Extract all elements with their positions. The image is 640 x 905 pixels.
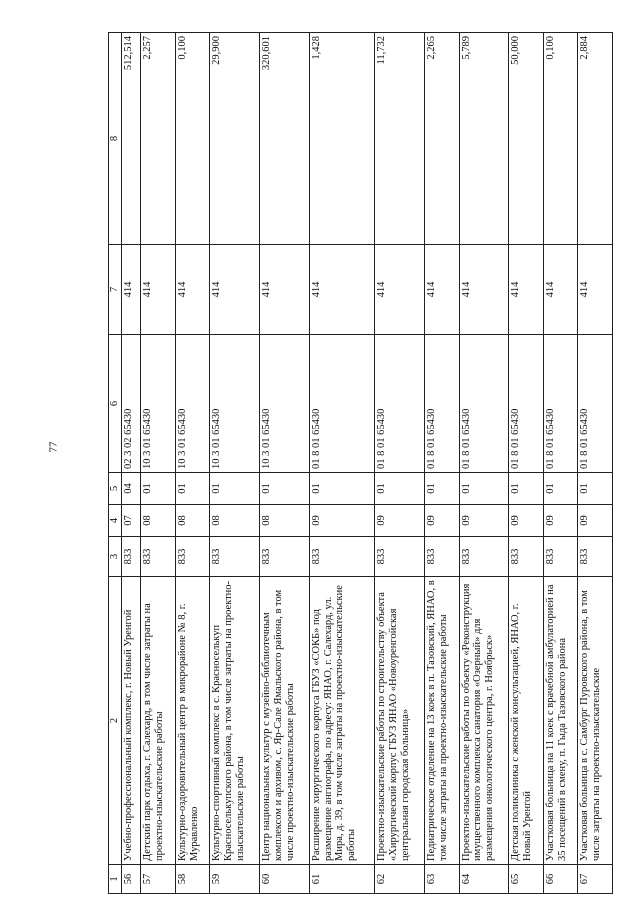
ministry-code-cell: 833 [578,537,613,577]
column-number-header: 2 [109,577,122,865]
row-number-cell: 57 [141,865,176,894]
subsection-cell: 01 [309,473,374,505]
ministry-code-cell: 833 [141,537,176,577]
expense-type-cell: 414 [210,245,260,335]
object-name-cell: Культурно-спортивный комплекс в с. Красноселькуп Красноселькупского района, в том числе затраты на проектно-изыскательские работы [210,577,260,865]
column-number-header: 8 [109,33,122,245]
expense-type-cell: 414 [141,245,176,335]
ministry-code-cell: 833 [210,537,260,577]
object-name-cell: Центр национальных культур с музейно-библиотечным комплексом и архивом, с. Яр-Сале Ямальского района, в том числе проектно-изыскательские работы [260,577,310,865]
subsection-cell: 01 [175,473,210,505]
ministry-code-cell: 833 [309,537,374,577]
expense-type-cell: 414 [459,245,509,335]
subsection-cell: 01 [543,473,578,505]
column-number-header: 6 [109,335,122,473]
row-number-cell: 62 [375,865,425,894]
section-cell: 09 [543,505,578,537]
target-article-cell: 10 3 01 65430 [210,335,260,473]
table-row [210,33,260,894]
object-name-cell: Расширение хирургического корпуса ГБУЗ «СОКБ» под размещение ангиографа, по адресу: ЯНАО, г. Салехард, ул. Мира, д. 39, в том числе затраты на проектно-изыскательские работы [309,577,374,865]
target-article-cell: 02 3 02 65430 [122,335,141,473]
ministry-code-cell: 833 [122,537,141,577]
target-article-cell: 01 8 01 65430 [459,335,509,473]
amount-cell: 0,100 [543,33,578,245]
column-number-header: 4 [109,505,122,537]
amount-cell: 0,100 [175,33,210,245]
subsection-cell: 04 [122,473,141,505]
ministry-code-cell: 833 [459,537,509,577]
column-number-header: 7 [109,245,122,335]
ministry-code-cell: 833 [424,537,459,577]
expense-type-cell: 414 [543,245,578,335]
table-row [424,33,459,894]
expense-type-cell: 414 [578,245,613,335]
section-cell: 08 [260,505,310,537]
table-row [375,33,425,894]
object-name-cell: Детская поликлиника с женской консультацией, ЯНАО, г. Новый Уренгой [509,577,544,865]
ministry-code-cell: 833 [260,537,310,577]
expense-type-cell: 414 [509,245,544,335]
row-number-cell: 59 [210,865,260,894]
table-row [122,33,141,894]
column-number-header: 5 [109,473,122,505]
table-row [509,33,544,894]
expense-type-cell: 414 [260,245,310,335]
object-name-cell: Учебно-профессиональный комплекс, г. Новый Уренгой [122,577,141,865]
amount-cell: 50,000 [509,33,544,245]
amount-cell: 512,514 [122,33,141,245]
subsection-cell: 01 [260,473,310,505]
subsection-cell: 01 [141,473,176,505]
row-number-cell: 63 [424,865,459,894]
target-article-cell: 01 8 01 65430 [309,335,374,473]
amount-cell: 1,428 [309,33,374,245]
amount-cell: 2,257 [141,33,176,245]
table-header-row [109,33,122,894]
object-name-cell: Участковая больница на 11 коек с врачебной амбулаторией на 35 посещений в смену, п. Гыда Тазовского района [543,577,578,865]
column-number-header: 1 [109,865,122,894]
target-article-cell: 10 3 01 65430 [175,335,210,473]
section-cell: 09 [509,505,544,537]
row-number-cell: 61 [309,865,374,894]
table-row [175,33,210,894]
target-article-cell: 01 8 01 65430 [509,335,544,473]
page-number: 77 [47,441,60,453]
expense-type-cell: 414 [375,245,425,335]
section-cell: 08 [141,505,176,537]
section-cell: 09 [309,505,374,537]
ministry-code-cell: 833 [175,537,210,577]
amount-cell: 5,789 [459,33,509,245]
table-row [578,33,613,894]
table-wrapper [108,33,613,894]
expense-type-cell: 414 [424,245,459,335]
row-number-cell: 64 [459,865,509,894]
object-name-cell: Проектно-изыскательские работы по строительству объекта «Хирургический корпус ГБУЗ ЯНАО «Новоуренгойская центральная городская больница» [375,577,425,865]
target-article-cell: 01 8 01 65430 [578,335,613,473]
amount-cell: 320,601 [260,33,310,245]
section-cell: 08 [210,505,260,537]
section-cell: 09 [424,505,459,537]
row-number-cell: 67 [578,865,613,894]
table-rotated-frame [108,33,613,894]
target-article-cell: 01 8 01 65430 [375,335,425,473]
ministry-code-cell: 833 [375,537,425,577]
amount-cell: 11,732 [375,33,425,245]
subsection-cell: 01 [424,473,459,505]
section-cell: 07 [122,505,141,537]
row-number-cell: 60 [260,865,310,894]
table-row [260,33,310,894]
amount-cell: 29,900 [210,33,260,245]
subsection-cell: 01 [578,473,613,505]
column-number-header: 3 [109,537,122,577]
amount-cell: 2,884 [578,33,613,245]
expense-type-cell: 414 [122,245,141,335]
object-name-cell: Педиатрическое отделение на 13 коек в п. Тазовский, ЯНАО, в том числе затраты на проектно-изыскательские работы [424,577,459,865]
table-row [141,33,176,894]
budget-table [108,32,613,894]
object-name-cell: Участковая больница в с. Самбург Пуровского района, в том числе затраты на проектно-изыскательские [578,577,613,865]
row-number-cell: 58 [175,865,210,894]
table-row [543,33,578,894]
ministry-code-cell: 833 [509,537,544,577]
subsection-cell: 01 [459,473,509,505]
expense-type-cell: 414 [175,245,210,335]
table-row [459,33,509,894]
section-cell: 09 [578,505,613,537]
object-name-cell: Проектно-изыскательские работы по объекту «Реконструкция имущественного комплекса санатория «Озерный» для размещения онкологического центра, г. Ноябрьск» [459,577,509,865]
subsection-cell: 01 [509,473,544,505]
amount-cell: 2,265 [424,33,459,245]
row-number-cell: 65 [509,865,544,894]
object-name-cell: Культурно-оздоровительный центр в микрорайоне № 8, г. Муравленко [175,577,210,865]
ministry-code-cell: 833 [543,537,578,577]
target-article-cell: 10 3 01 65430 [141,335,176,473]
target-article-cell: 01 8 01 65430 [424,335,459,473]
row-number-cell: 56 [122,865,141,894]
expense-type-cell: 414 [309,245,374,335]
table-row [309,33,374,894]
target-article-cell: 10 3 01 65430 [260,335,310,473]
subsection-cell: 01 [375,473,425,505]
object-name-cell: Детский парк отдыха, г. Салехард, в том числе затраты на проектно-изыскательские работы [141,577,176,865]
section-cell: 09 [375,505,425,537]
section-cell: 09 [459,505,509,537]
row-number-cell: 66 [543,865,578,894]
subsection-cell: 01 [210,473,260,505]
section-cell: 08 [175,505,210,537]
target-article-cell: 01 8 01 65430 [543,335,578,473]
